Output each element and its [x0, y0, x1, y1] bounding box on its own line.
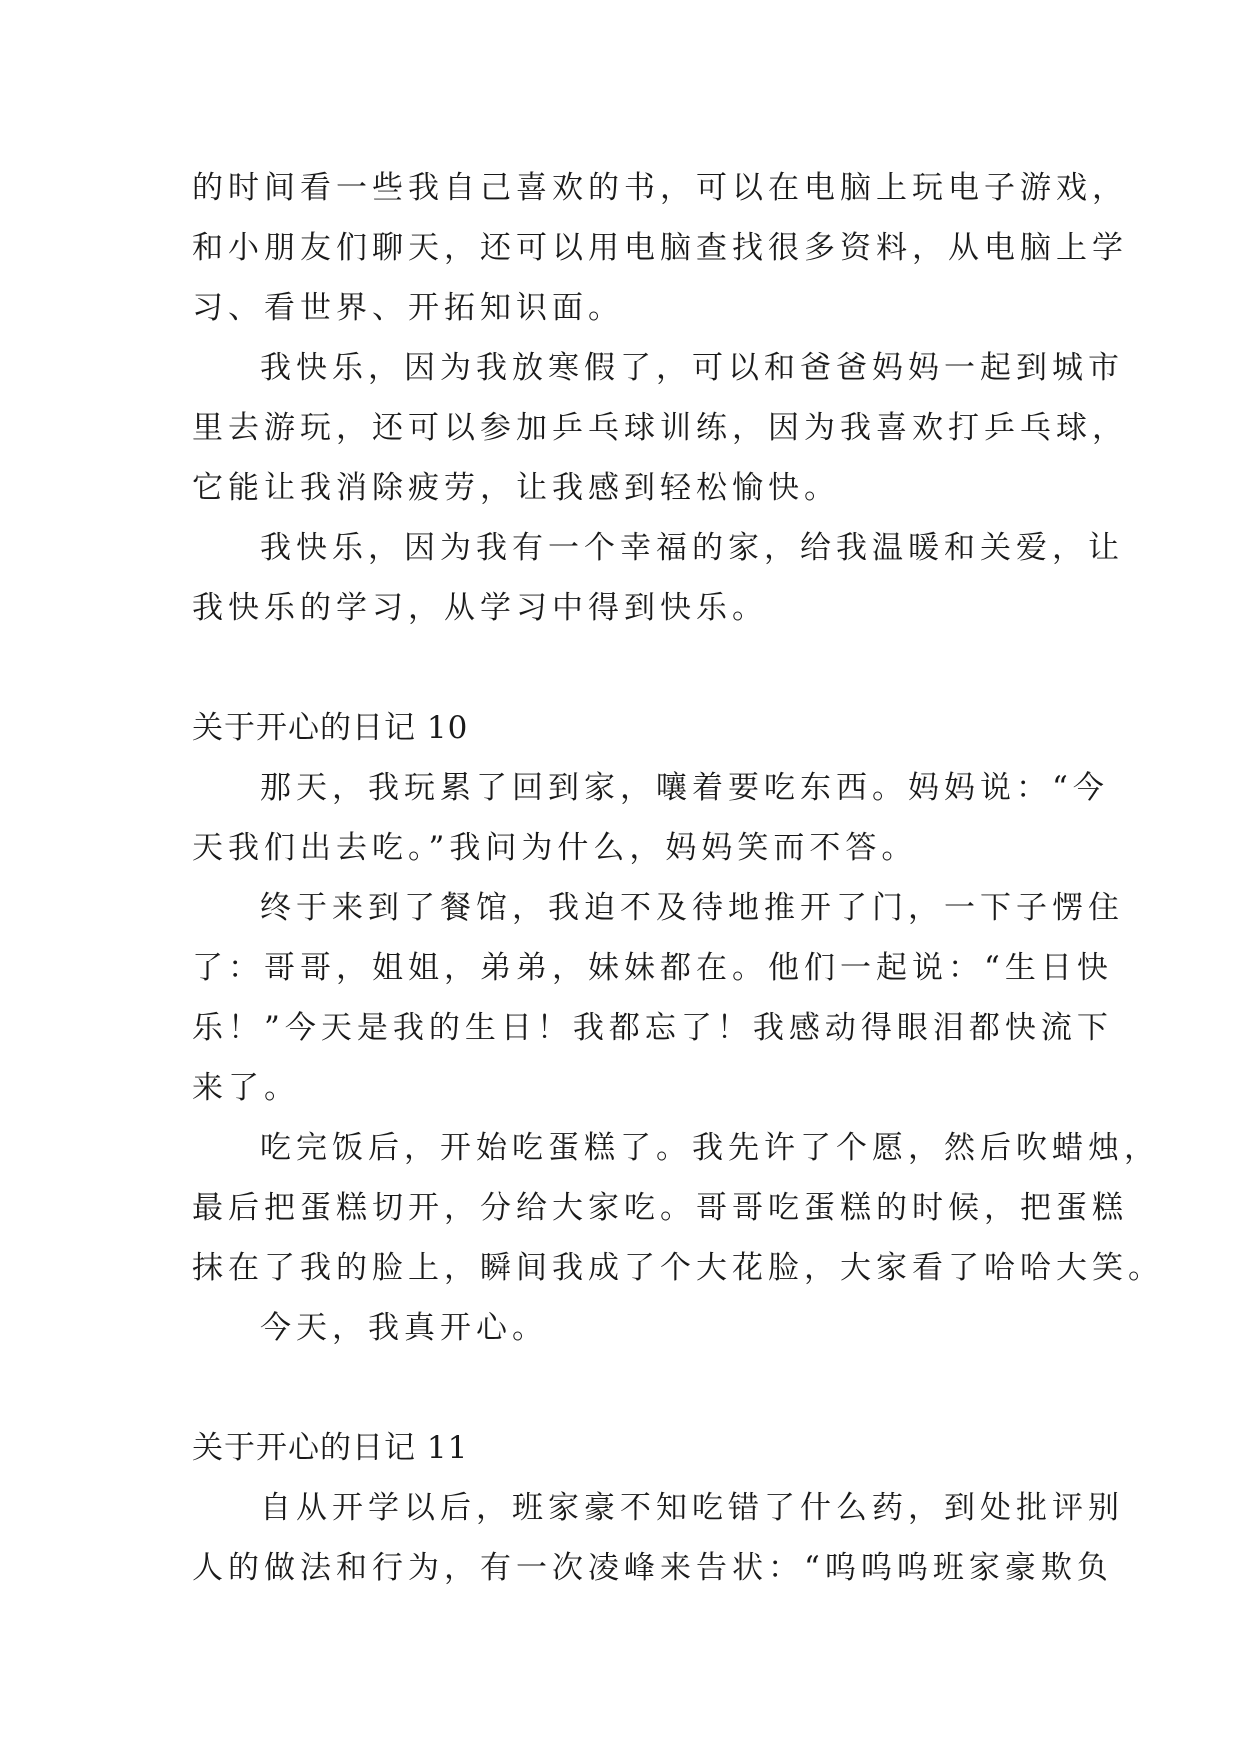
text-line: 了：哥哥，姐姐，弟弟，妹妹都在。他们一起说：“生日快 [192, 950, 1113, 986]
text-line: 习、看世界、开拓知识面。 [192, 290, 624, 326]
paragraph-first-line: 我快乐，因为我放寒假了，可以和爸爸妈妈一起到城市 [260, 350, 1124, 386]
text-line: 和小朋友们聊天，还可以用电脑查找很多资料，从电脑上学 [192, 230, 1128, 266]
text-line: 人的做法和行为，有一次凌峰来告状：“呜呜呜班家豪欺负 [192, 1550, 1113, 1586]
text-line: 它能让我消除疲劳，让我感到轻松愉快。 [192, 470, 840, 506]
section-heading: 关于开心的日记 10 [192, 710, 469, 746]
text-line: 抹在了我的脸上，瞬间我成了个大花脸，大家看了哈哈大笑。 [192, 1250, 1164, 1286]
text-line: 最后把蛋糕切开，分给大家吃。哥哥吃蛋糕的时候，把蛋糕 [192, 1190, 1128, 1226]
section-spacer [192, 638, 1072, 698]
paragraph-first-line: 自从开学以后，班家豪不知吃错了什么药，到处批评别 [260, 1490, 1124, 1526]
section-spacer [192, 1358, 1072, 1418]
text-line: 乐！”今天是我的生日！我都忘了！我感动得眼泪都快流下 [192, 1010, 1113, 1046]
text-line: 天我们出去吃。”我问为什么，妈妈笑而不答。 [192, 830, 918, 866]
text-line: 我快乐的学习，从学习中得到快乐。 [192, 590, 768, 626]
paragraph-first-line: 那天，我玩累了回到家，嚷着要吃东西。妈妈说：“今 [260, 770, 1109, 806]
document-body [192, 158, 1164, 1598]
text-line: 里去游玩，还可以参加乒乓球训练，因为我喜欢打乒乓球， [192, 410, 1128, 446]
paragraph-first-line: 终于来到了餐馆，我迫不及待地推开了门，一下子愣住 [260, 890, 1124, 926]
paragraph-first-line: 我快乐，因为我有一个幸福的家，给我温暖和关爱，让 [260, 530, 1124, 566]
text-line: 来了。 [192, 1070, 300, 1106]
paragraph-first-line: 吃完饭后，开始吃蛋糕了。我先许了个愿，然后吹蜡烛， [260, 1130, 1160, 1166]
text-line: 的时间看一些我自己喜欢的书，可以在电脑上玩电子游戏， [192, 170, 1128, 206]
section-heading: 关于开心的日记 11 [192, 1430, 469, 1466]
paragraph-first-line: 今天，我真开心。 [260, 1310, 548, 1346]
